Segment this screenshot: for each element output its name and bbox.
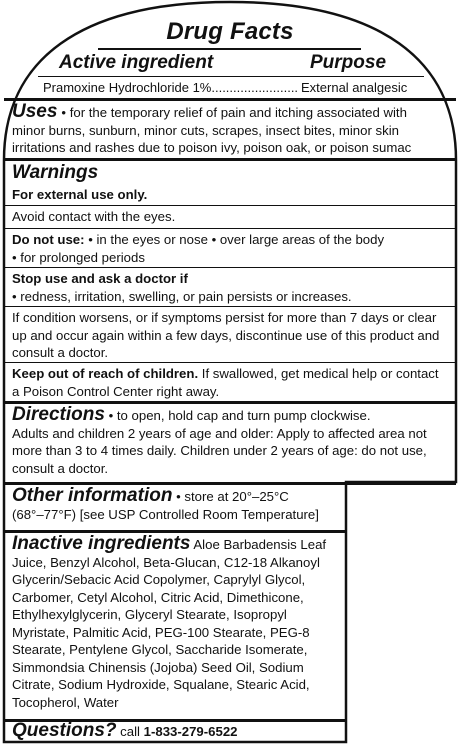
ingredient-text: Pramoxine Hydrochloride 1%	[43, 80, 212, 95]
inactive-line-4: Carbomer, Cetyl Alcohol, Citric Acid, Dimethicone,	[12, 589, 304, 605]
warn-rule-4	[4, 306, 456, 307]
keep-out-label: Keep out of reach of children.	[12, 366, 199, 381]
active-ingredient-heading: Active ingredient	[59, 52, 214, 73]
do-not-use-line-1: • in the eyes or nose • over large areas of the body	[84, 232, 385, 247]
avoid-eyes-text: Avoid contact with the eyes.	[12, 209, 176, 224]
inactive-line-7: Stearate, Pentylene Glycol, Saccharide Isomerate,	[12, 642, 308, 657]
stop-use-line: • redness, irritation, swelling, or pain persists or increases.	[12, 288, 352, 304]
keep-out-line-1: If swallowed, get medical help or contact	[198, 366, 439, 381]
other-info-line-1: • store at 20°–25°C	[172, 489, 289, 504]
active-ingredient-name	[43, 79, 298, 97]
stop-use-section	[12, 270, 352, 305]
directions-line-4: consult a doctor.	[12, 460, 109, 476]
do-not-use-line-2: • for prolonged periods	[12, 249, 145, 265]
do-not-use-label: Do not use:	[12, 232, 85, 247]
warnings-heading: Warnings	[12, 162, 99, 183]
warn-rule-5	[4, 362, 456, 363]
inactive-heading: Inactive ingredients	[12, 533, 191, 554]
uses-line-3: irritations and rashes due to poison ivy, poison oak, or poison sumac	[12, 140, 412, 155]
directions-line-3: more than 3 to 4 times daily. Children under 2 years of age: do not use,	[12, 443, 427, 458]
questions-section	[12, 722, 238, 741]
other-info-line-2: (68°–77°F) [see USP Controlled Room Temperature]	[12, 506, 319, 522]
inactive-line-9: Citrate, Sodium Hydroxide, Squalane, Stearic Acid,	[12, 677, 310, 692]
uses-line-2: minor burns, sunburn, minor cuts, scrapes, insect bites, minor skin	[12, 122, 399, 138]
questions-phone: 1-833-279-6522	[143, 724, 238, 739]
warnings-rule	[4, 158, 456, 161]
title-rule	[98, 48, 361, 50]
purpose-heading: Purpose	[310, 52, 387, 73]
directions-heading: Directions	[12, 404, 105, 425]
inactive-line-1: Aloe Barbadensis Leaf	[190, 537, 327, 552]
leader-dots: ........................	[211, 80, 299, 95]
page-title: Drug Facts	[166, 18, 294, 45]
keep-out-section	[12, 365, 439, 400]
directions-section	[12, 406, 427, 477]
inactive-line-5: Ethylhexylglycerin, Glyceryl Stearate, Isopropyl	[12, 607, 287, 622]
uses-line-1: • for the temporary relief of pain and itching associated with	[61, 105, 407, 120]
directions-line-2: Adults and children 2 years of age and older: Apply to affected area not	[12, 425, 427, 441]
warn-rule-3	[4, 267, 456, 268]
worsen-line-1: If condition worsens, or if symptoms persist for more than 7 days or clear	[12, 310, 437, 325]
other-info-section	[12, 487, 319, 523]
warn-rule-2	[4, 228, 456, 229]
condition-worsens-section	[12, 309, 439, 362]
directions-line-1: • to open, hold cap and turn pump clockwise.	[104, 408, 371, 423]
questions-heading: Questions?	[12, 720, 117, 741]
questions-call-text: call	[116, 724, 144, 739]
inactive-line-3: Glycerin/Sebacic Acid Copolymer, Caprylyl Glycol,	[12, 572, 306, 587]
uses-heading: Uses	[12, 101, 58, 122]
inactive-section	[12, 535, 326, 711]
external-use-text: For external use only.	[12, 187, 148, 202]
active-rule	[38, 76, 424, 77]
uses-section	[12, 103, 411, 157]
inactive-line-8: Simmondsia Chinensis (Jojoba) Seed Oil, Sodium	[12, 659, 304, 675]
worsen-line-3: consult a doctor.	[12, 345, 109, 360]
active-purpose: External analgesic	[301, 80, 408, 95]
worsen-line-2: up and occur again within a few days, discontinue use of this product and	[12, 327, 440, 343]
inactive-line-6: Myristate, Palmitic Acid, PEG-100 Stearate, PEG-8	[12, 624, 310, 640]
other-info-heading: Other information	[12, 485, 173, 506]
do-not-use-section	[12, 231, 384, 266]
inactive-line-10: Tocopherol, Water	[12, 694, 119, 710]
stop-use-label: Stop use and ask a doctor if	[12, 271, 188, 286]
warn-rule-1	[4, 205, 456, 206]
keep-out-line-2: a Poison Control Center right away.	[12, 383, 220, 399]
uses-rule	[4, 98, 456, 101]
inactive-line-2: Juice, Benzyl Alcohol, Beta-Glucan, C12-18 Alkanoyl	[12, 554, 320, 570]
